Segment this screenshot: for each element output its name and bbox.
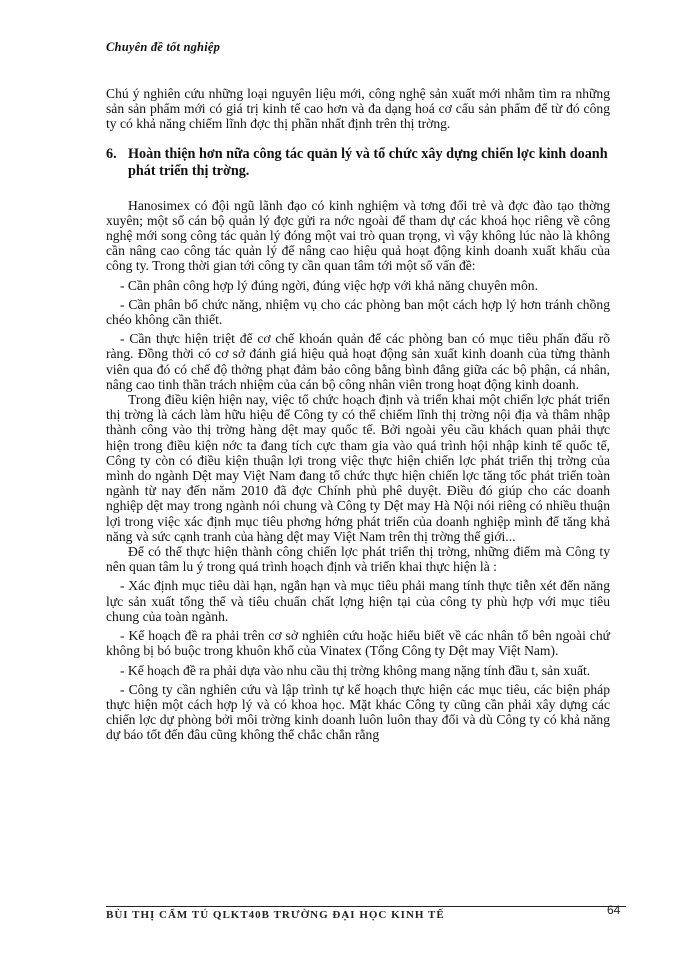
bullet-item: - Cần phân công hợp lý đúng ngời, đúng việc hợp với khả năng chuyên môn. (120, 277, 538, 293)
page-number: 64 (607, 903, 621, 917)
bullet-item: - Công ty cần nghiên cứu và lập trình tự kế hoạch thực hiện các mục tiêu, các biện pháp thực hiện một cách hợp lý và có khoa học. Mặt khác Công ty cũng cần phải xây dựng các chiến lợc dự phòng bởi môi trờng kinh doanh luôn luôn thay đổi và dù Công ty có khả năng dự báo tốt đến đâu cũng không thể chắc chắn rằng (106, 681, 610, 743)
section-title: Hoàn thiện hơn nữa công tác quản lý và tổ chức xây dựng chiến lợc kinh doanh phát triển thị trờng. (128, 145, 608, 179)
footer-divider (106, 906, 626, 907)
bullet-item: - Kế hoạch đề ra phải trên cơ sở nghiên cứu hoặc hiểu biết về các nhân tố bên ngoài chứ không bị bó buộc trong khuôn khổ của Vinatex (Tổng Công ty Dệt may Việt Nam). (106, 628, 610, 659)
bullet-item: - Cần phân bổ chức năng, nhiệm vụ cho các phòng ban một cách hợp lý hơn tránh chồng chéo không cần thiết. (106, 296, 610, 328)
body-paragraph: Hanosimex có đội ngũ lãnh đạo có kinh nghiệm và tơng đối trẻ và đợc đào tạo thờng xuyên; một số cán bộ quản lý đợc gửi ra nớc ngoài để tham dự các khoá học riêng về công nghệ mới song công tác quản lý đóng một vai trò quan trọng, vì vậy không lúc nào là không cần nâng cao công tác quản lý để nâng cao hiệu quả hoạt động kinh doanh xuất khẩu của công ty. Trong thời gian tới công ty cần quan tâm tới một số vấn đề: (106, 197, 610, 274)
bullet-item: - Xác định mục tiêu dài hạn, ngắn hạn và mục tiêu phải mang tính thực tiễn xét đến năng lực sản xuất tổng thể và tiêu chuẩn chất lợng hiện tại của công ty phù hợp với mục tiêu chung của toàn ngành. (106, 578, 610, 624)
page-header-title: Chuyên đề tốt nghiệp (106, 40, 221, 54)
bullet-item: - Cần thực hiện triệt để cơ chế khoán quản để các phòng ban có mục tiêu phấn đấu rõ ràng. Đồng thời có cơ sở đánh giá hiệu quả hoạt động sản xuất kinh doanh của từng thành viên qua đó có chế độ thởng phạt đảm bảo công bằng bình đẳng giữa các bộ phận, cá nhân, nâng cao tinh thần trách nhiệm của cán bộ công nhân viên trong hoạt động kinh doanh. (106, 331, 610, 392)
section-heading (106, 146, 610, 180)
body-paragraph: Trong điều kiện hiện nay, việc tổ chức hoạch định và triển khai một chiến lợc phát triển thị trờng là cách làm hữu hiệu để Công ty có thể chiếm lĩnh thị trờng nội địa và thâm nhập thành công vào thị trờng hàng dệt may quốc tế. Bởi ngoài yêu cầu khách quan phải thực hiện trong điều kiện nớc ta đang tích cực tham gia vào quá trình hội nhập kinh tế quốc tế, Công ty còn có điều kiện thuận lợi trong việc thực hiện chiến lợc phát triển thị trờng của mình do ngành Dệt may Việt Nam đang tổ chức thực hiện chiến lợc tăng tốc phát triển toàn ngành từ nay đến năm 2010 đã đợc Chính phủ phê duyệt. Điều đó giúp cho các doanh nghiệp dệt may trong ngành nói chung và Công ty Dệt may Hà Nội nói riêng có nhiều thuận lợi trong việc xác định mục tiêu phơng hớng phát triển của doanh nghiệp mình để tăng khả năng và sức cạnh tranh của hàng dệt may Việt Nam trên thị trờng thế giới... (106, 392, 610, 544)
bullet-item: - Kế hoạch đề ra phải dựa vào nhu cầu thị trờng không mang nặng tính đầu t, sản xuất. (120, 662, 591, 678)
section-number: 6. (106, 145, 117, 162)
footer-text: BÙI THỊ CẨM TÚ QLKT40B TRƯỜNG ĐẠI HỌC KINH TẾ (106, 909, 445, 921)
body-paragraph: Để có thể thực hiện thành công chiến lợc phát triển thị trờng, những điểm mà Công ty nên quan tâm lu ý trong quá trình hoạch định và triển khai thực hiện là : (106, 544, 610, 575)
document-body (106, 86, 610, 743)
intro-paragraph: Chú ý nghiên cứu những loại nguyên liệu mới, công nghệ sản xuất mới nhằm tìm ra những sản sản phẩm mới có giá trị kinh tế cao hơn và đa dạng hoá cơ cấu sản phẩm để từ đó công ty có khả năng chiếm lĩnh đợc thị phần nhất định trên thị trờng. (106, 86, 610, 132)
